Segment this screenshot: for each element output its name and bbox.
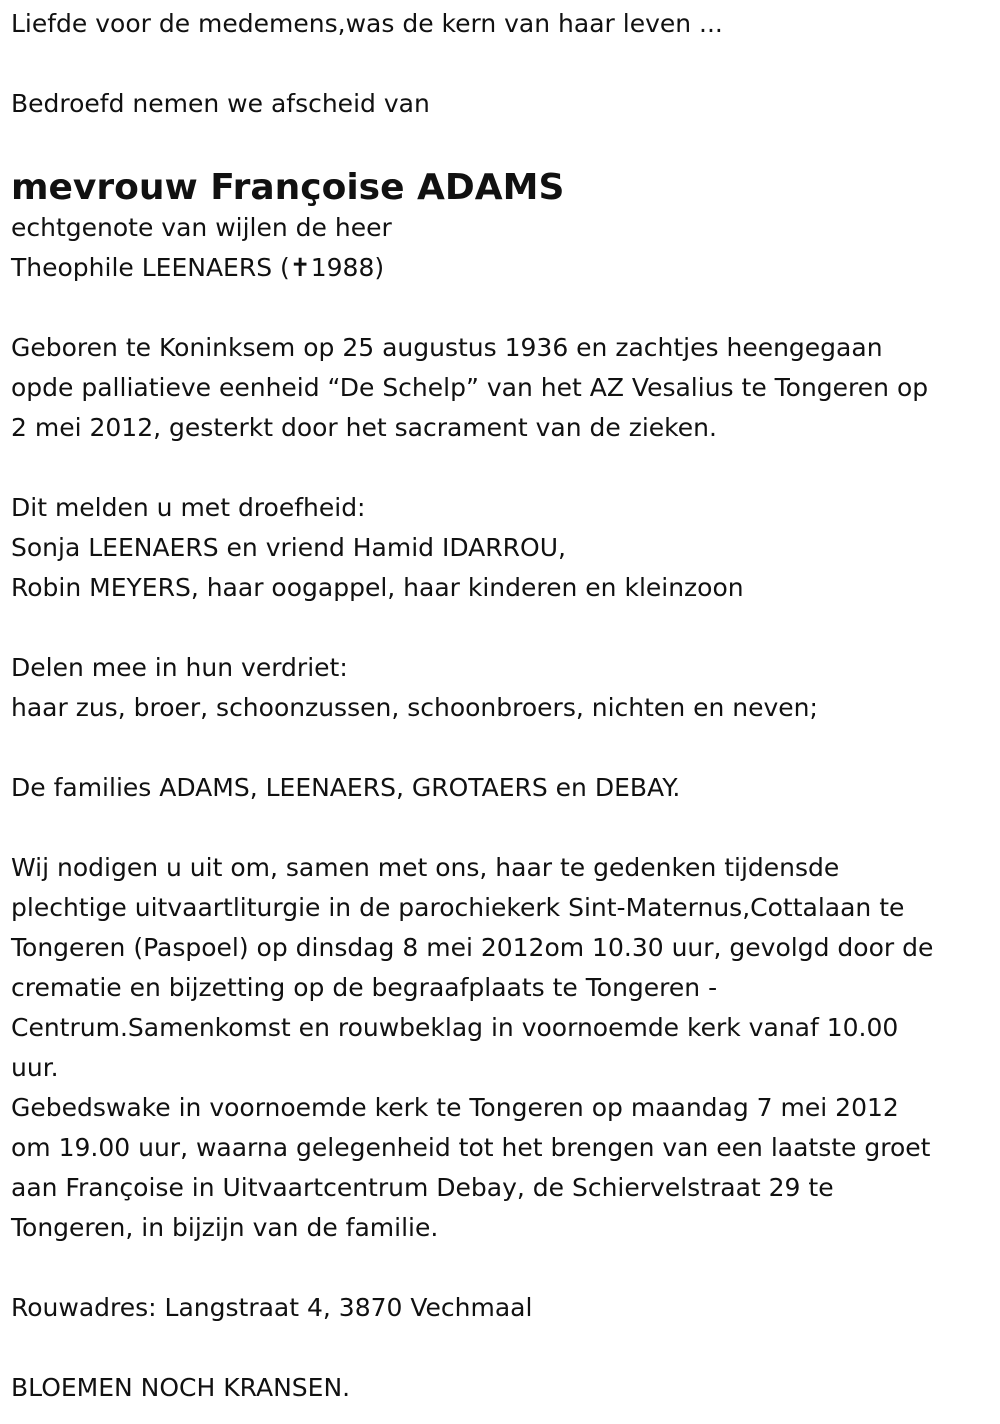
spouse-name: Theophile LEENAERS ( — [11, 253, 290, 282]
announcers-line: Robin MEYERS, haar oogappel, haar kinderen en kleinzoon — [11, 573, 744, 602]
sharers-line: haar zus, broer, schoonzussen, schoonbroers, nichten en neven; — [11, 693, 818, 722]
ceremony-line: Centrum.Samenkomst en rouwbeklag in voornoemde kerk vanaf 10.00 — [11, 1013, 899, 1042]
sharers-paragraph — [11, 648, 991, 728]
announcers-line: Dit melden u met droefheid: — [11, 493, 366, 522]
ceremony-line: Gebedswake in voornoemde kerk te Tongeren op maandag 7 mei 2012 — [11, 1093, 899, 1122]
ceremony-line: uur. — [11, 1053, 59, 1082]
ceremony-line: om 19.00 uur, waarna gelegenheid tot het brengen van een laatste groet — [11, 1133, 931, 1162]
ceremony-line: plechtige uitvaartliturgie in de parochiekerk Sint-Maternus,Cottalaan te — [11, 893, 905, 922]
spouse-death-year: 1988) — [310, 253, 385, 282]
ceremony-line: Tongeren (Paspoel) op dinsdag 8 mei 2012om 10.30 uur, gevolgd door de — [11, 933, 934, 962]
spouse-line-2 — [11, 248, 991, 288]
families-line: De families ADAMS, LEENAERS, GROTAERS en DEBAY. — [11, 773, 681, 802]
intro-line: Bedroefd nemen we afscheid van — [11, 89, 430, 118]
ceremony-line: Wij nodigen u uit om, samen met ons, haar te gedenken tijdensde — [11, 853, 840, 882]
closing-note: BLOEMEN NOCH KRANSEN. — [11, 1373, 351, 1402]
mourning-address: Rouwadres: Langstraat 4, 3870 Vechmaal — [11, 1293, 533, 1322]
sharers-line: Delen mee in hun verdriet: — [11, 653, 348, 682]
ceremony-line: Tongeren, in bijzijn van de familie. — [11, 1213, 439, 1242]
birth-paragraph — [11, 328, 991, 448]
birth-line: Geboren te Koninksem op 25 augustus 1936 en zachtjes heengegaan — [11, 333, 883, 362]
ceremony-paragraph — [11, 848, 991, 1248]
deceased-name: mevrouw Françoise ADAMS — [11, 167, 565, 208]
ceremony-line: aan Françoise in Uitvaartcentrum Debay, de Schiervelstraat 29 te — [11, 1173, 834, 1202]
opening-quote: Liefde voor de medemens,was de kern van haar leven ... — [11, 9, 723, 38]
ceremony-line: crematie en bijzetting op de begraafplaats te Tongeren - — [11, 973, 718, 1002]
birth-line: 2 mei 2012, gesterkt door het sacrament van de zieken. — [11, 413, 717, 442]
announcers-paragraph — [11, 488, 991, 608]
birth-line: opde palliatieve eenheid “De Schelp” van het AZ Vesalius te Tongeren op — [11, 373, 929, 402]
spouse-line-1: echtgenote van wijlen de heer — [11, 213, 392, 242]
announcers-line: Sonja LEENAERS en vriend Hamid IDARROU, — [11, 533, 566, 562]
cross-icon: ✝ — [289, 253, 311, 282]
